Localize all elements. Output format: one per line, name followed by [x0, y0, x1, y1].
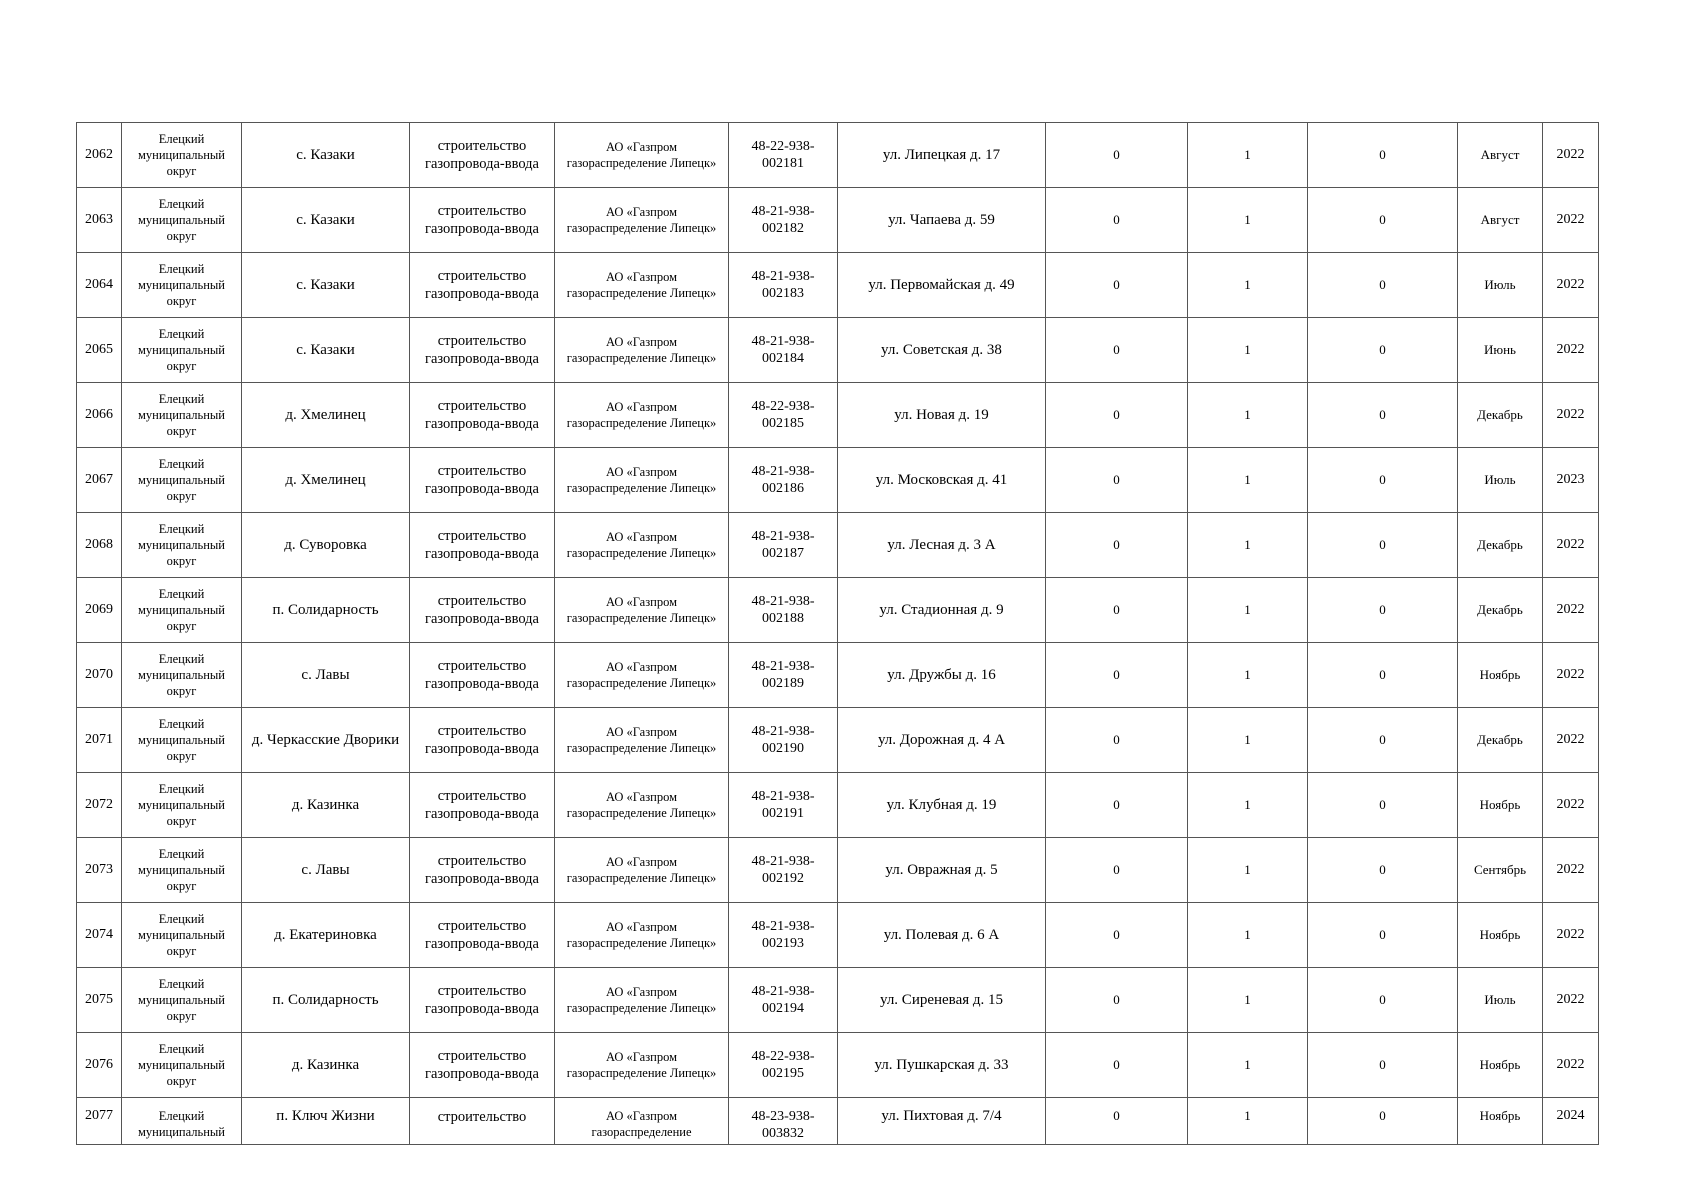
- locality-cell: с. Лавы: [242, 838, 410, 903]
- locality-cell: п. Солидарность: [242, 968, 410, 1033]
- value-3-cell: 0: [1308, 513, 1458, 578]
- locality-cell: д. Черкасские Дворики: [242, 708, 410, 773]
- row-number: 2074: [77, 903, 122, 968]
- locality-cell: д. Казинка: [242, 1033, 410, 1098]
- year-cell: 2024: [1543, 1098, 1599, 1145]
- locality-cell: с. Лавы: [242, 643, 410, 708]
- value-1-cell: 0: [1046, 318, 1188, 383]
- value-3-cell: 0: [1308, 383, 1458, 448]
- work-type-cell: строительство газопровода-ввода: [410, 838, 555, 903]
- object-code-cell: 48-23-938-003832: [729, 1098, 838, 1145]
- work-type-cell: строительство газопровода-ввода: [410, 383, 555, 448]
- year-cell: 2022: [1543, 318, 1599, 383]
- value-2-cell: 1: [1188, 253, 1308, 318]
- district-cell: Елецкий муниципальный округ: [122, 318, 242, 383]
- address-cell: ул. Липецкая д. 17: [838, 123, 1046, 188]
- work-type-cell: строительство: [410, 1098, 555, 1145]
- locality-cell: п. Солидарность: [242, 578, 410, 643]
- month-cell: Август: [1458, 123, 1543, 188]
- organization-cell: АО «Газпром газораспределение Липецк»: [555, 448, 729, 513]
- row-number: 2075: [77, 968, 122, 1033]
- row-number: 2076: [77, 1033, 122, 1098]
- organization-cell: АО «Газпром газораспределение Липецк»: [555, 318, 729, 383]
- address-cell: ул. Пушкарская д. 33: [838, 1033, 1046, 1098]
- table-row: [77, 903, 1599, 968]
- object-code-cell: 48-21-938-002193: [729, 903, 838, 968]
- object-code-cell: 48-21-938-002190: [729, 708, 838, 773]
- row-number: 2068: [77, 513, 122, 578]
- address-cell: ул. Дружбы д. 16: [838, 643, 1046, 708]
- value-1-cell: 0: [1046, 1033, 1188, 1098]
- table-row: [77, 1098, 1599, 1145]
- district-cell: Елецкий муниципальный округ: [122, 188, 242, 253]
- district-cell: Елецкий муниципальный округ: [122, 708, 242, 773]
- organization-cell: АО «Газпром газораспределение Липецк»: [555, 123, 729, 188]
- month-cell: Июнь: [1458, 318, 1543, 383]
- value-1-cell: 0: [1046, 123, 1188, 188]
- address-cell: ул. Овражная д. 5: [838, 838, 1046, 903]
- value-1-cell: 0: [1046, 968, 1188, 1033]
- work-type-cell: строительство газопровода-ввода: [410, 188, 555, 253]
- year-cell: 2022: [1543, 513, 1599, 578]
- organization-cell: АО «Газпром газораспределение Липецк»: [555, 1033, 729, 1098]
- value-3-cell: 0: [1308, 123, 1458, 188]
- value-3-cell: 0: [1308, 708, 1458, 773]
- table-row: [77, 773, 1599, 838]
- month-cell: Сентябрь: [1458, 838, 1543, 903]
- year-cell: 2022: [1543, 188, 1599, 253]
- value-1-cell: 0: [1046, 253, 1188, 318]
- object-code-cell: 48-21-938-002189: [729, 643, 838, 708]
- table-row: [77, 1033, 1599, 1098]
- address-cell: ул. Пихтовая д. 7/4: [838, 1098, 1046, 1145]
- address-cell: ул. Московская д. 41: [838, 448, 1046, 513]
- value-2-cell: 1: [1188, 513, 1308, 578]
- table-row: [77, 708, 1599, 773]
- row-number: 2065: [77, 318, 122, 383]
- value-2-cell: 1: [1188, 643, 1308, 708]
- row-number: 2067: [77, 448, 122, 513]
- object-code-cell: 48-21-938-002183: [729, 253, 838, 318]
- value-3-cell: 0: [1308, 318, 1458, 383]
- value-2-cell: 1: [1188, 968, 1308, 1033]
- value-1-cell: 0: [1046, 708, 1188, 773]
- value-3-cell: 0: [1308, 188, 1458, 253]
- work-type-cell: строительство газопровода-ввода: [410, 903, 555, 968]
- object-code-cell: 48-21-938-002187: [729, 513, 838, 578]
- locality-cell: д. Екатериновка: [242, 903, 410, 968]
- row-number: 2072: [77, 773, 122, 838]
- organization-cell: АО «Газпром газораспределение Липецк»: [555, 643, 729, 708]
- month-cell: Декабрь: [1458, 513, 1543, 578]
- address-cell: ул. Первомайская д. 49: [838, 253, 1046, 318]
- year-cell: 2022: [1543, 1033, 1599, 1098]
- row-number: 2069: [77, 578, 122, 643]
- organization-cell: АО «Газпром газораспределение Липецк»: [555, 188, 729, 253]
- object-code-cell: 48-21-938-002192: [729, 838, 838, 903]
- district-cell: Елецкий муниципальный округ: [122, 448, 242, 513]
- row-number: 2062: [77, 123, 122, 188]
- district-cell: Елецкий муниципальный округ: [122, 123, 242, 188]
- organization-cell: АО «Газпром газораспределение Липецк»: [555, 253, 729, 318]
- table-row: [77, 968, 1599, 1033]
- year-cell: 2022: [1543, 838, 1599, 903]
- month-cell: Декабрь: [1458, 383, 1543, 448]
- month-cell: Ноябрь: [1458, 1098, 1543, 1145]
- address-cell: ул. Полевая д. 6 А: [838, 903, 1046, 968]
- district-cell: Елецкий муниципальный округ: [122, 903, 242, 968]
- address-cell: ул. Чапаева д. 59: [838, 188, 1046, 253]
- month-cell: Ноябрь: [1458, 903, 1543, 968]
- value-1-cell: 0: [1046, 1098, 1188, 1145]
- table-row: [77, 253, 1599, 318]
- work-type-cell: строительство газопровода-ввода: [410, 643, 555, 708]
- month-cell: Июль: [1458, 968, 1543, 1033]
- month-cell: Ноябрь: [1458, 773, 1543, 838]
- month-cell: Ноябрь: [1458, 1033, 1543, 1098]
- value-3-cell: 0: [1308, 968, 1458, 1033]
- object-code-cell: 48-21-938-002186: [729, 448, 838, 513]
- table-body: [77, 123, 1599, 1145]
- table-row: [77, 578, 1599, 643]
- value-3-cell: 0: [1308, 903, 1458, 968]
- district-cell: Елецкий муниципальный округ: [122, 838, 242, 903]
- row-number: 2070: [77, 643, 122, 708]
- value-3-cell: 0: [1308, 448, 1458, 513]
- table-row: [77, 383, 1599, 448]
- value-2-cell: 1: [1188, 123, 1308, 188]
- year-cell: 2023: [1543, 448, 1599, 513]
- value-3-cell: 0: [1308, 838, 1458, 903]
- row-number: 2066: [77, 383, 122, 448]
- district-cell: Елецкий муниципальный округ: [122, 578, 242, 643]
- work-type-cell: строительство газопровода-ввода: [410, 708, 555, 773]
- year-cell: 2022: [1543, 968, 1599, 1033]
- object-code-cell: 48-21-938-002194: [729, 968, 838, 1033]
- work-type-cell: строительство газопровода-ввода: [410, 578, 555, 643]
- locality-cell: д. Суворовка: [242, 513, 410, 578]
- value-3-cell: 0: [1308, 1098, 1458, 1145]
- locality-cell: д. Казинка: [242, 773, 410, 838]
- month-cell: Декабрь: [1458, 708, 1543, 773]
- object-code-cell: 48-22-938-002181: [729, 123, 838, 188]
- month-cell: Август: [1458, 188, 1543, 253]
- gas-connection-registry-table: [76, 122, 1599, 1145]
- value-2-cell: 1: [1188, 838, 1308, 903]
- value-1-cell: 0: [1046, 773, 1188, 838]
- value-3-cell: 0: [1308, 773, 1458, 838]
- district-cell: Елецкий муниципальный: [122, 1098, 242, 1145]
- value-1-cell: 0: [1046, 448, 1188, 513]
- value-3-cell: 0: [1308, 578, 1458, 643]
- year-cell: 2022: [1543, 708, 1599, 773]
- organization-cell: АО «Газпром газораспределение Липецк»: [555, 513, 729, 578]
- work-type-cell: строительство газопровода-ввода: [410, 513, 555, 578]
- object-code-cell: 48-21-938-002191: [729, 773, 838, 838]
- locality-cell: с. Казаки: [242, 253, 410, 318]
- value-2-cell: 1: [1188, 903, 1308, 968]
- table-row: [77, 643, 1599, 708]
- value-3-cell: 0: [1308, 1033, 1458, 1098]
- table-row: [77, 838, 1599, 903]
- district-cell: Елецкий муниципальный округ: [122, 513, 242, 578]
- organization-cell: АО «Газпром газораспределение Липецк»: [555, 838, 729, 903]
- value-3-cell: 0: [1308, 253, 1458, 318]
- value-1-cell: 0: [1046, 643, 1188, 708]
- value-2-cell: 1: [1188, 448, 1308, 513]
- address-cell: ул. Новая д. 19: [838, 383, 1046, 448]
- locality-cell: д. Хмелинец: [242, 383, 410, 448]
- work-type-cell: строительство газопровода-ввода: [410, 1033, 555, 1098]
- row-number: 2064: [77, 253, 122, 318]
- value-2-cell: 1: [1188, 578, 1308, 643]
- locality-cell: с. Казаки: [242, 188, 410, 253]
- district-cell: Елецкий муниципальный округ: [122, 253, 242, 318]
- work-type-cell: строительство газопровода-ввода: [410, 123, 555, 188]
- locality-cell: д. Хмелинец: [242, 448, 410, 513]
- address-cell: ул. Сиреневая д. 15: [838, 968, 1046, 1033]
- work-type-cell: строительство газопровода-ввода: [410, 968, 555, 1033]
- row-number: 2073: [77, 838, 122, 903]
- month-cell: Ноябрь: [1458, 643, 1543, 708]
- organization-cell: АО «Газпром газораспределение Липецк»: [555, 968, 729, 1033]
- row-number: 2077: [77, 1098, 122, 1145]
- value-2-cell: 1: [1188, 708, 1308, 773]
- value-2-cell: 1: [1188, 1033, 1308, 1098]
- month-cell: Июль: [1458, 253, 1543, 318]
- district-cell: Елецкий муниципальный округ: [122, 643, 242, 708]
- year-cell: 2022: [1543, 903, 1599, 968]
- value-2-cell: 1: [1188, 188, 1308, 253]
- value-1-cell: 0: [1046, 578, 1188, 643]
- value-2-cell: 1: [1188, 1098, 1308, 1145]
- row-number: 2063: [77, 188, 122, 253]
- object-code-cell: 48-22-938-002195: [729, 1033, 838, 1098]
- organization-cell: АО «Газпром газораспределение: [555, 1098, 729, 1145]
- locality-cell: с. Казаки: [242, 318, 410, 383]
- organization-cell: АО «Газпром газораспределение Липецк»: [555, 578, 729, 643]
- table-row: [77, 513, 1599, 578]
- year-cell: 2022: [1543, 773, 1599, 838]
- object-code-cell: 48-22-938-002185: [729, 383, 838, 448]
- month-cell: Декабрь: [1458, 578, 1543, 643]
- value-1-cell: 0: [1046, 383, 1188, 448]
- value-1-cell: 0: [1046, 903, 1188, 968]
- organization-cell: АО «Газпром газораспределение Липецк»: [555, 708, 729, 773]
- organization-cell: АО «Газпром газораспределение Липецк»: [555, 903, 729, 968]
- address-cell: ул. Стадионная д. 9: [838, 578, 1046, 643]
- year-cell: 2022: [1543, 123, 1599, 188]
- value-1-cell: 0: [1046, 838, 1188, 903]
- address-cell: ул. Советская д. 38: [838, 318, 1046, 383]
- locality-cell: п. Ключ Жизни: [242, 1098, 410, 1145]
- district-cell: Елецкий муниципальный округ: [122, 383, 242, 448]
- value-1-cell: 0: [1046, 188, 1188, 253]
- district-cell: Елецкий муниципальный округ: [122, 1033, 242, 1098]
- organization-cell: АО «Газпром газораспределение Липецк»: [555, 773, 729, 838]
- work-type-cell: строительство газопровода-ввода: [410, 773, 555, 838]
- address-cell: ул. Дорожная д. 4 А: [838, 708, 1046, 773]
- locality-cell: с. Казаки: [242, 123, 410, 188]
- object-code-cell: 48-21-938-002182: [729, 188, 838, 253]
- row-number: 2071: [77, 708, 122, 773]
- object-code-cell: 48-21-938-002188: [729, 578, 838, 643]
- year-cell: 2022: [1543, 578, 1599, 643]
- value-3-cell: 0: [1308, 643, 1458, 708]
- table-row: [77, 318, 1599, 383]
- value-2-cell: 1: [1188, 383, 1308, 448]
- work-type-cell: строительство газопровода-ввода: [410, 448, 555, 513]
- value-2-cell: 1: [1188, 318, 1308, 383]
- district-cell: Елецкий муниципальный округ: [122, 773, 242, 838]
- value-1-cell: 0: [1046, 513, 1188, 578]
- table-row: [77, 188, 1599, 253]
- object-code-cell: 48-21-938-002184: [729, 318, 838, 383]
- work-type-cell: строительство газопровода-ввода: [410, 318, 555, 383]
- district-cell: Елецкий муниципальный округ: [122, 968, 242, 1033]
- work-type-cell: строительство газопровода-ввода: [410, 253, 555, 318]
- year-cell: 2022: [1543, 383, 1599, 448]
- table-row: [77, 448, 1599, 513]
- address-cell: ул. Лесная д. 3 А: [838, 513, 1046, 578]
- address-cell: ул. Клубная д. 19: [838, 773, 1046, 838]
- year-cell: 2022: [1543, 253, 1599, 318]
- table-row: [77, 123, 1599, 188]
- month-cell: Июль: [1458, 448, 1543, 513]
- year-cell: 2022: [1543, 643, 1599, 708]
- organization-cell: АО «Газпром газораспределение Липецк»: [555, 383, 729, 448]
- value-2-cell: 1: [1188, 773, 1308, 838]
